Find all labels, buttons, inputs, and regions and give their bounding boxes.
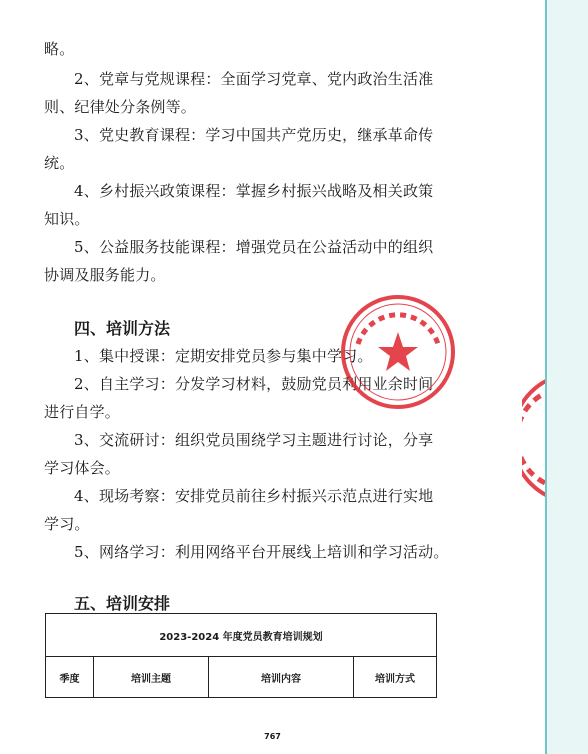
red-official-seal-icon [338, 292, 458, 412]
text-line: 1、集中授课：定期安排党员参与集中学习。 [74, 347, 373, 365]
text-line: 3、交流研讨：组织党员围绕学习主题进行讨论，分享 [74, 431, 434, 449]
text-line: 协调及服务能力。 [44, 266, 166, 284]
text-line: 2、党章与党规课程：全面学习党章、党内政治生活准 [74, 70, 434, 88]
section-heading-schedule: 五、培训安排 [74, 594, 171, 613]
text-line: 4、现场考察：安排党员前往乡村振兴示范点进行实地 [74, 487, 434, 505]
table-header-cell: 培训方式 [375, 674, 415, 685]
table-title: 2023-2024 年度党员教育培训规划 [46, 614, 436, 657]
text-line: 学习体会。 [44, 459, 121, 477]
text-line: 3、党史教育课程：学习中国共产党历史，继承革命传 [74, 126, 434, 144]
text-line: 进行自学。 [44, 403, 121, 421]
text-line: 知识。 [44, 210, 90, 228]
text-line: 略。 [44, 40, 75, 58]
text-line: 学习。 [44, 515, 90, 533]
page-number: 767 [264, 732, 281, 741]
text-line: 2、自主学习：分发学习材料，鼓励党员利用业余时间 [74, 375, 434, 393]
viewer-side-panel [545, 0, 588, 754]
table-header-cell: 培训主题 [94, 657, 209, 698]
text-line: 4、乡村振兴政策课程：掌握乡村振兴战略及相关政策 [74, 182, 434, 200]
text-line: 5、网络学习：利用网络平台开展线上培训和学习活动。 [74, 543, 449, 561]
text-line: 则、纪律处分条例等。 [44, 98, 197, 116]
section-heading-methods: 四、培训方法 [74, 319, 171, 338]
training-plan-table [45, 613, 437, 698]
table-header-cell: 培训内容 [209, 657, 354, 698]
text-line: 5、公益服务技能课程：增强党员在公益活动中的组织 [74, 238, 434, 256]
table-header-cell: 季度 [46, 657, 94, 698]
text-line: 统。 [44, 154, 75, 172]
